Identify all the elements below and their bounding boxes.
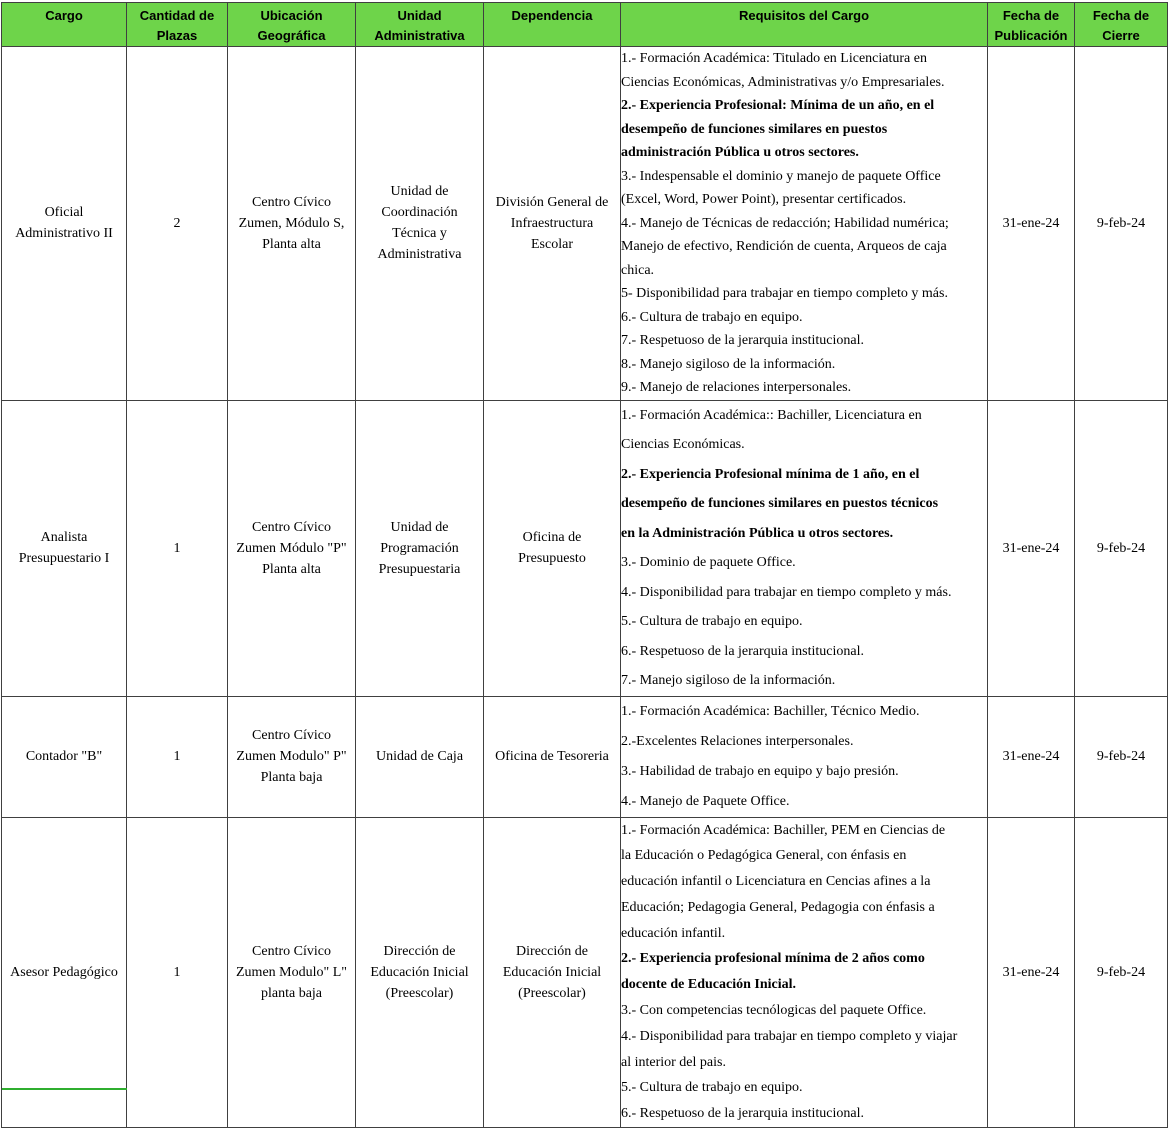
fecha-cierre-cell: 9-feb-24 bbox=[1075, 817, 1168, 1128]
requirement-line: 5.- Cultura de trabajo en equipo. bbox=[621, 1080, 803, 1096]
requirement-line: educación infantil o Licenciatura en Cencias afines a la bbox=[621, 874, 931, 890]
cell-line: planta baja bbox=[260, 985, 323, 1001]
cell-line: Educación Inicial bbox=[502, 964, 602, 980]
plazas-cell: 1 bbox=[127, 400, 228, 696]
fecha-publicacion-cell: 31-ene-24 bbox=[988, 47, 1075, 401]
cell-line: Administrativo II bbox=[15, 226, 113, 242]
requirement-line: chica. bbox=[621, 262, 655, 278]
cell-line: Asesor Pedagógico bbox=[10, 964, 118, 980]
plazas-cell: 1 bbox=[127, 817, 228, 1128]
requirement-line: 7.- Respetuoso de la jerarquia institucional. bbox=[621, 333, 864, 348]
dependencia-cell bbox=[484, 47, 621, 401]
requirement-line: 7.- Manejo sigiloso de la información. bbox=[621, 673, 836, 688]
requirement-line: 3.- Con competencias tecnólogicas del paquete Office. bbox=[621, 1003, 927, 1019]
cell-line: Centro Cívico bbox=[252, 728, 331, 743]
cell-line: (Preescolar) bbox=[518, 985, 586, 1001]
requisitos-cell bbox=[621, 817, 988, 1128]
dependencia-cell bbox=[484, 817, 621, 1128]
requirement-line: 1.- Formación Académica: Bachiller, Técnico Medio. bbox=[621, 703, 920, 719]
cell-line: Presupuestaria bbox=[378, 561, 461, 577]
requirement-line: 4.- Disponibilidad para trabajar en tiempo completo y más. bbox=[621, 584, 952, 600]
cell-line: Educación Inicial bbox=[370, 964, 469, 980]
selected-cell-border bbox=[2, 1088, 127, 1093]
dependencia-cell bbox=[484, 400, 621, 696]
fecha-cierre-cell: 9-feb-24 bbox=[1075, 696, 1168, 817]
cell-line: (Preescolar) bbox=[385, 985, 454, 1001]
requirement-line: Ciencias Económicas, Administrativas y/o Empresariales. bbox=[621, 74, 945, 90]
cell-line: Dirección de bbox=[383, 943, 456, 959]
requirement-line: Educación; Pedagogia General, Pedagogia con énfasis a bbox=[621, 899, 935, 915]
requirement-line: 3.- Habilidad de trabajo en equipo y bajo presión. bbox=[621, 763, 899, 779]
cell-line: Presupuestario I bbox=[18, 551, 110, 566]
unidad-cell bbox=[356, 400, 484, 696]
requirement-line: (Excel, Word, Power Point), presentar certificados. bbox=[621, 192, 907, 207]
header-cargo: Cargo bbox=[2, 3, 127, 47]
cell-line: Programación bbox=[380, 540, 459, 556]
requirement-line: 5- Disponibilidad para trabajar en tiempo completo y más. bbox=[621, 286, 948, 301]
table-row bbox=[2, 817, 1168, 1128]
requirement-line: 1.- Formación Académica:: Bachiller, Licenciatura en bbox=[621, 407, 922, 423]
fecha-publicacion-cell: 31-ene-24 bbox=[988, 817, 1075, 1128]
cell-line: Centro Cívico bbox=[252, 194, 331, 210]
cell-line: Oficial bbox=[44, 205, 84, 221]
requirement-line: al interior del pais. bbox=[621, 1054, 726, 1070]
requirement-line: 4.- Disponibilidad para trabajar en tiempo completo y viajar bbox=[621, 1028, 958, 1044]
cell-line: Centro Cívico bbox=[252, 943, 331, 959]
header-dependencia: Dependencia bbox=[484, 3, 621, 47]
cell-line: Zumen Modulo" P" bbox=[236, 749, 347, 764]
cell-line: Unidad de Caja bbox=[375, 749, 464, 764]
requirement-line: 3.- Dominio de paquete Office. bbox=[621, 555, 796, 570]
requirement-line: 3.- Indespensable el dominio y manejo de paquete Office bbox=[621, 168, 941, 184]
cell-line: Unidad de bbox=[390, 519, 449, 535]
fecha-cierre-cell: 9-feb-24 bbox=[1075, 47, 1168, 401]
fecha-cierre-cell: 9-feb-24 bbox=[1075, 400, 1168, 696]
cell-line: Zumen, Módulo S, bbox=[238, 215, 345, 231]
ubicacion-cell bbox=[228, 47, 356, 401]
cell-line: Administrativa bbox=[377, 247, 462, 263]
requirement-line: 2.-Excelentes Relaciones interpersonales. bbox=[621, 733, 854, 749]
plazas-cell: 1 bbox=[127, 696, 228, 817]
requirement-line: educación infantil. bbox=[621, 925, 726, 941]
cell-line: Infraestructura bbox=[510, 215, 594, 231]
requirement-line: 9.- Manejo de relaciones interpersonales. bbox=[621, 380, 852, 395]
requirement-line: desempeño de funciones similares en puestos técnicos bbox=[621, 496, 939, 511]
cell-line: Planta alta bbox=[262, 236, 321, 252]
requirement-line: 6.- Respetuoso de la jerarquia institucional. bbox=[621, 1106, 864, 1122]
requirement-line: 4.- Manejo de Técnicas de redacción; Habilidad numérica; bbox=[621, 215, 949, 231]
cargo-cell bbox=[2, 47, 127, 401]
cell-line: Centro Cívico bbox=[252, 519, 331, 535]
header-cantidad-plazas: Cantidad de Plazas bbox=[127, 3, 228, 47]
dependencia-cell bbox=[484, 696, 621, 817]
requirement-line: 2.- Experiencia profesional mínima de 2 años como bbox=[621, 951, 925, 967]
unidad-cell bbox=[356, 817, 484, 1128]
requisitos-cell bbox=[621, 400, 988, 696]
requirement-line: 2.- Experiencia Profesional: Mínima de un año, en el bbox=[621, 98, 935, 113]
requirement-line: 6.- Respetuoso de la jerarquia institucional. bbox=[621, 643, 864, 659]
requirement-line: 2.- Experiencia Profesional mínima de 1 año, en el bbox=[621, 466, 920, 482]
cell-line: Escolar bbox=[531, 236, 573, 252]
header-fecha-cierre: Fecha de Cierre bbox=[1075, 3, 1168, 47]
cell-line: Contador "B" bbox=[25, 749, 103, 764]
ubicacion-cell bbox=[228, 817, 356, 1128]
table-row bbox=[2, 696, 1168, 817]
requirement-line: docente de Educación Inicial. bbox=[621, 977, 797, 993]
cell-line: Técnica y bbox=[392, 226, 447, 242]
cargo-cell bbox=[2, 817, 127, 1128]
cell-line: Presupuesto bbox=[518, 551, 586, 566]
cargo-cell bbox=[2, 400, 127, 696]
unidad-cell bbox=[356, 47, 484, 401]
requirement-line: Ciencias Económicas. bbox=[621, 437, 745, 452]
plazas-cell: 2 bbox=[127, 47, 228, 401]
cell-line: Coordinación bbox=[381, 205, 458, 221]
requirement-line: 6.- Cultura de trabajo en equipo. bbox=[621, 309, 803, 325]
requirement-line: 1.- Formación Académica: Bachiller, PEM en Ciencias de bbox=[621, 822, 946, 838]
table-row bbox=[2, 400, 1168, 696]
requirement-line: 4.- Manejo de Paquete Office. bbox=[621, 793, 790, 809]
ubicacion-cell bbox=[228, 400, 356, 696]
header-fecha-publicacion: Fecha de Publicación bbox=[988, 3, 1075, 47]
requirement-line: administración Pública u otros sectores. bbox=[621, 145, 859, 160]
requirement-line: Manejo de efectivo, Rendición de cuenta, Arqueos de caja bbox=[621, 239, 947, 254]
header-row bbox=[2, 3, 1168, 47]
cell-line: Dirección de bbox=[516, 943, 588, 959]
requirement-line: 8.- Manejo sigiloso de la información. bbox=[621, 356, 836, 372]
cell-line: Oficina de Tesoreria bbox=[495, 749, 609, 764]
unidad-cell bbox=[356, 696, 484, 817]
requirement-line: 5.- Cultura de trabajo en equipo. bbox=[621, 614, 803, 629]
cell-line: Planta baja bbox=[260, 770, 323, 785]
requirement-line: desempeño de funciones similares en puestos bbox=[621, 121, 888, 137]
requirement-line: la Educación o Pedagógica General, con énfasis en bbox=[621, 848, 907, 864]
requirement-line: en la Administración Pública u otros sectores. bbox=[621, 525, 894, 541]
header-ubicacion: Ubicación Geográfica bbox=[228, 3, 356, 47]
table-row bbox=[2, 47, 1168, 401]
cell-line: División General de bbox=[495, 194, 609, 210]
cargo-cell bbox=[2, 696, 127, 817]
fecha-publicacion-cell: 31-ene-24 bbox=[988, 696, 1075, 817]
cell-line: Zumen Módulo "P" bbox=[236, 540, 347, 556]
ubicacion-cell bbox=[228, 696, 356, 817]
requisitos-cell bbox=[621, 696, 988, 817]
fecha-publicacion-cell: 31-ene-24 bbox=[988, 400, 1075, 696]
header-unidad: Unidad Administrativa bbox=[356, 3, 484, 47]
cell-line: Planta alta bbox=[262, 561, 321, 577]
cell-line: Analista bbox=[40, 530, 88, 545]
requirement-line: 1.- Formación Académica: Titulado en Licenciatura en bbox=[621, 51, 927, 66]
requisitos-cell bbox=[621, 47, 988, 401]
cell-line: Zumen Modulo" L" bbox=[236, 964, 347, 980]
job-vacancies-table bbox=[1, 2, 1168, 1128]
header-requisitos: Requisitos del Cargo bbox=[621, 3, 988, 47]
cell-line: Oficina de bbox=[522, 530, 582, 545]
cell-line: Unidad de bbox=[390, 184, 449, 200]
